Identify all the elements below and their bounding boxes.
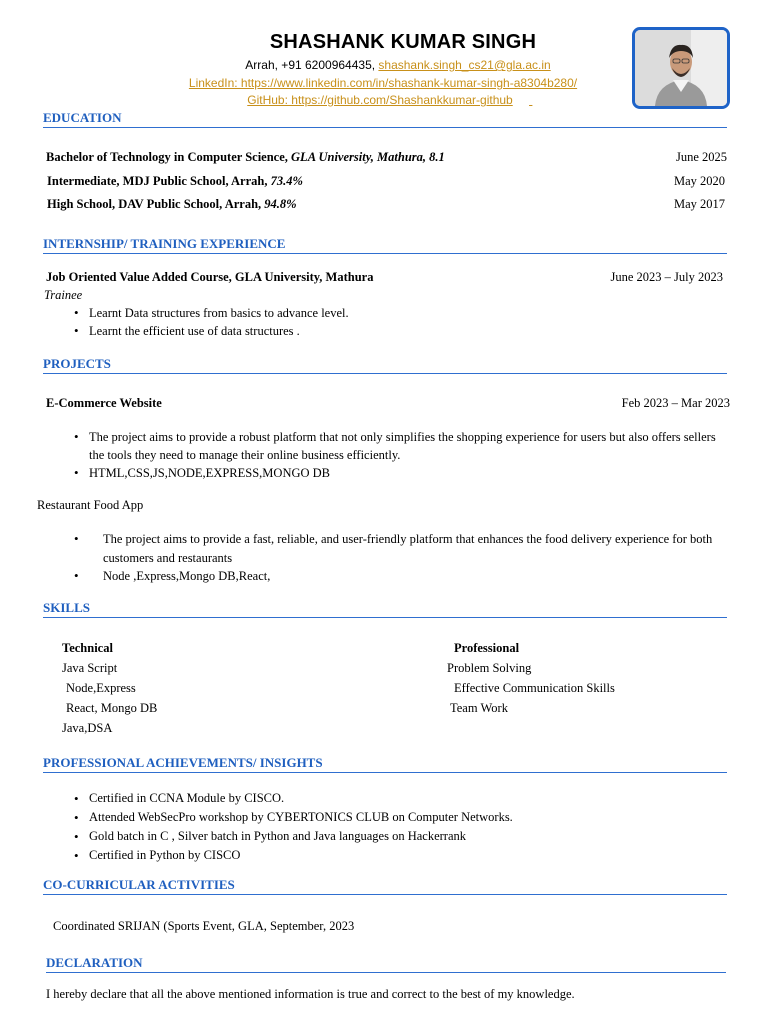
education-item-3: High School, DAV Public School, Arrah, 94.8% (47, 197, 297, 211)
skill-technical: React, Mongo DB (66, 701, 158, 715)
list-item: • HTML,CSS,JS,NODE,EXPRESS,MONGO DB (74, 464, 720, 482)
profile-photo (632, 27, 730, 109)
skill-professional: Team Work (450, 701, 508, 715)
education-heading: EDUCATION (43, 111, 727, 128)
linkedin-link[interactable]: LinkedIn: https://www.linkedin.com/in/shashank-kumar-singh-a8304b280/ (188, 76, 578, 90)
declaration-text: I hereby declare that all the above mentioned information is true and correct to the best of my knowledge. (46, 987, 575, 1001)
project-2-bullets (74, 530, 730, 586)
skill-professional: Problem Solving (447, 661, 532, 675)
list-item: • The project aims to provide a robust platform that not only simplifies the shopping experience for users but also offers sellers the tools they need to manage their online business efficiently. (74, 428, 720, 464)
skill-technical: Node,Express (66, 681, 136, 695)
internship-role: Trainee (44, 288, 83, 302)
internship-heading: INTERNSHIP/ TRAINING EXPERIENCE (43, 237, 727, 254)
email-link[interactable]: shashank.singh_cs21@gla.ac.in (378, 58, 551, 72)
skills-professional-label: Professional (454, 641, 520, 655)
education-item-2: Intermediate, MDJ Public School, Arrah, 73.4% (47, 174, 303, 188)
cocurricular-text: Coordinated SRIJAN (Sports Event, GLA, September, 2023 (53, 919, 355, 933)
internship-title: Job Oriented Value Added Course, GLA University, Mathura (46, 270, 374, 284)
skill-technical: Java,DSA (62, 721, 113, 735)
list-item: • The project aims to provide a fast, reliable, and user-friendly platform that enhances the food delivery experience for both customers and restaurants (74, 530, 730, 567)
list-item: • Node ,Express,Mongo DB,React, (74, 567, 730, 586)
list-item: • Attended WebSecPro workshop by CYBERTONICS CLUB on Computer Networks. (74, 808, 714, 827)
education-item-1: Bachelor of Technology in Computer Science, GLA University, Mathura, 8.1 (46, 150, 445, 164)
list-item: • Learnt Data structures from basics to advance level. (74, 304, 714, 322)
projects-heading: PROJECTS (43, 357, 727, 374)
contact-prefix: Arrah, +91 6200964435, (245, 58, 379, 72)
achievements-bullets (74, 789, 714, 865)
internship-date: June 2023 – July 2023 (610, 270, 723, 284)
skills-heading: SKILLS (43, 601, 727, 618)
list-item: • Certified in CCNA Module by CISCO. (74, 789, 714, 808)
list-item: • Gold batch in C , Silver batch in Python and Java languages on Hackerrank (74, 827, 714, 846)
list-item: • Certified in Python by CISCO (74, 846, 714, 865)
github-link[interactable]: GitHub: https://github.com/Shashankkumar-github (247, 93, 513, 107)
declaration-heading: DECLARATION (46, 956, 726, 973)
project-2-title: Restaurant Food App (37, 498, 144, 512)
list-item: • Learnt the efficient use of data structures . (74, 322, 714, 340)
education-date-3: May 2017 (673, 197, 725, 211)
project-1-bullets (74, 428, 720, 482)
cocurricular-heading: CO-CURRICULAR ACTIVITIES (43, 878, 727, 895)
education-date-2: May 2020 (673, 174, 725, 188)
internship-bullets (74, 304, 714, 340)
skills-technical-label: Technical (62, 641, 113, 655)
education-date-1: June 2025 (675, 150, 727, 164)
project-1-title: E-Commerce Website (46, 396, 162, 410)
project-1-date: Feb 2023 – Mar 2023 (621, 396, 730, 410)
skill-technical: Java Script (62, 661, 118, 675)
skill-professional: Effective Communication Skills (454, 681, 615, 695)
candidate-name: SHASHANK KUMAR SINGH (269, 31, 537, 53)
person-icon (635, 30, 727, 106)
achievements-heading: PROFESSIONAL ACHIEVEMENTS/ INSIGHTS (43, 756, 727, 773)
